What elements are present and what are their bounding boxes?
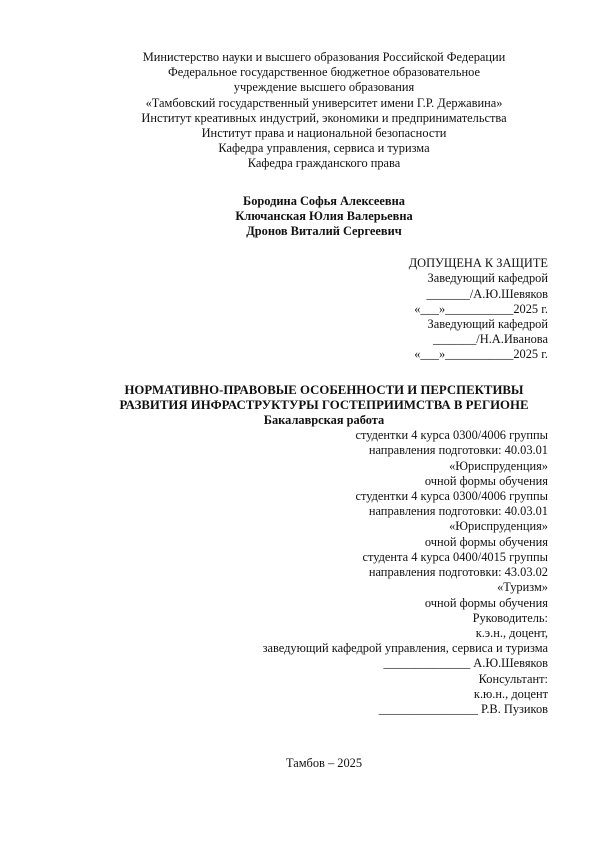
student-info-line: направления подготовки: 40.03.01	[368, 443, 548, 458]
author-name: Дронов Виталий Сергеевич	[246, 224, 402, 239]
student-info-line: «Юриспруденция»	[449, 519, 548, 534]
thesis-title-line: РАЗВИТИЯ ИНФРАСТРУКТУРЫ ГОСТЕПРИИМСТВА В РЕГИОНЕ	[119, 397, 529, 412]
header-line: Кафедра гражданского права	[247, 156, 401, 171]
student-info-line: направления подготовки: 40.03.01	[368, 504, 548, 519]
supervisor-signature: ______________ А.Ю.Шевяков	[383, 656, 548, 671]
header-line: Институт права и национальной безопасности	[201, 126, 447, 141]
supervisor-degree: к.э.н., доцент,	[475, 625, 548, 640]
supervisor-label: Руководитель:	[472, 610, 548, 625]
header-line: Институт креативных индустрий, экономики и предпринимательства	[141, 110, 507, 125]
city-year-footer	[100, 756, 548, 771]
work-type: Бакалаврская работа	[263, 413, 385, 428]
header-line: Федеральное государственное бюджетное образовательное	[168, 65, 480, 80]
header-line: учреждение высшего образования	[233, 80, 415, 95]
student-info-line: студентки 4 курса 0300/4006 группы	[355, 428, 548, 443]
thesis-title-line: НОРМАТИВНО-ПРАВОВЫЕ ОСОБЕННОСТИ И ПЕРСПЕКТИВЫ	[124, 382, 524, 397]
header-line: Кафедра управления, сервиса и туризма	[218, 141, 430, 156]
header-line: Министерство науки и высшего образования Российской Федерации	[142, 50, 506, 64]
student-info-line: очной формы обучения	[424, 473, 548, 488]
approval-line: Заведующий кафедрой	[427, 271, 548, 286]
header-line: «Тамбовский государственный университет имени Г.Р. Державина»	[145, 95, 503, 110]
author-name: Ключанская Юлия Валерьевна	[235, 208, 413, 223]
student-info-line: очной формы обучения	[424, 534, 548, 549]
student-info-line: студента 4 курса 0400/4015 группы	[362, 549, 548, 564]
approval-heading: ДОПУЩЕНА К ЗАЩИТЕ	[408, 256, 548, 271]
approval-line: Заведующий кафедрой	[427, 317, 548, 332]
students-block	[100, 428, 548, 717]
approval-date: «___»___________2025 г.	[414, 301, 548, 316]
consultant-degree: к.ю.н., доцент	[473, 686, 548, 701]
institution-header	[100, 50, 548, 172]
approval-block	[100, 256, 548, 362]
city-year: Тамбов – 2025	[285, 756, 363, 770]
student-info-line: «Юриспруденция»	[449, 458, 548, 473]
authors-block	[100, 194, 548, 240]
student-info-line: «Туризм»	[497, 580, 548, 595]
consultant-signature: ________________ Р.В. Пузиков	[378, 701, 548, 716]
student-info-line: студентки 4 курса 0300/4006 группы	[355, 489, 548, 504]
approval-signature: _______/А.Ю.Шевяков	[426, 286, 548, 301]
student-info-line: очной формы обучения	[424, 595, 548, 610]
consultant-label: Консультант:	[478, 671, 548, 686]
author-name: Бородина Софья Алексеевна	[243, 193, 405, 208]
thesis-title-block	[100, 383, 548, 429]
approval-signature: _______/Н.А.Иванова	[432, 332, 548, 347]
approval-date: «___»___________2025 г.	[414, 347, 548, 362]
supervisor-position: заведующий кафедрой управления, сервиса и туризма	[262, 641, 548, 656]
student-info-line: направления подготовки: 43.03.02	[368, 565, 548, 580]
